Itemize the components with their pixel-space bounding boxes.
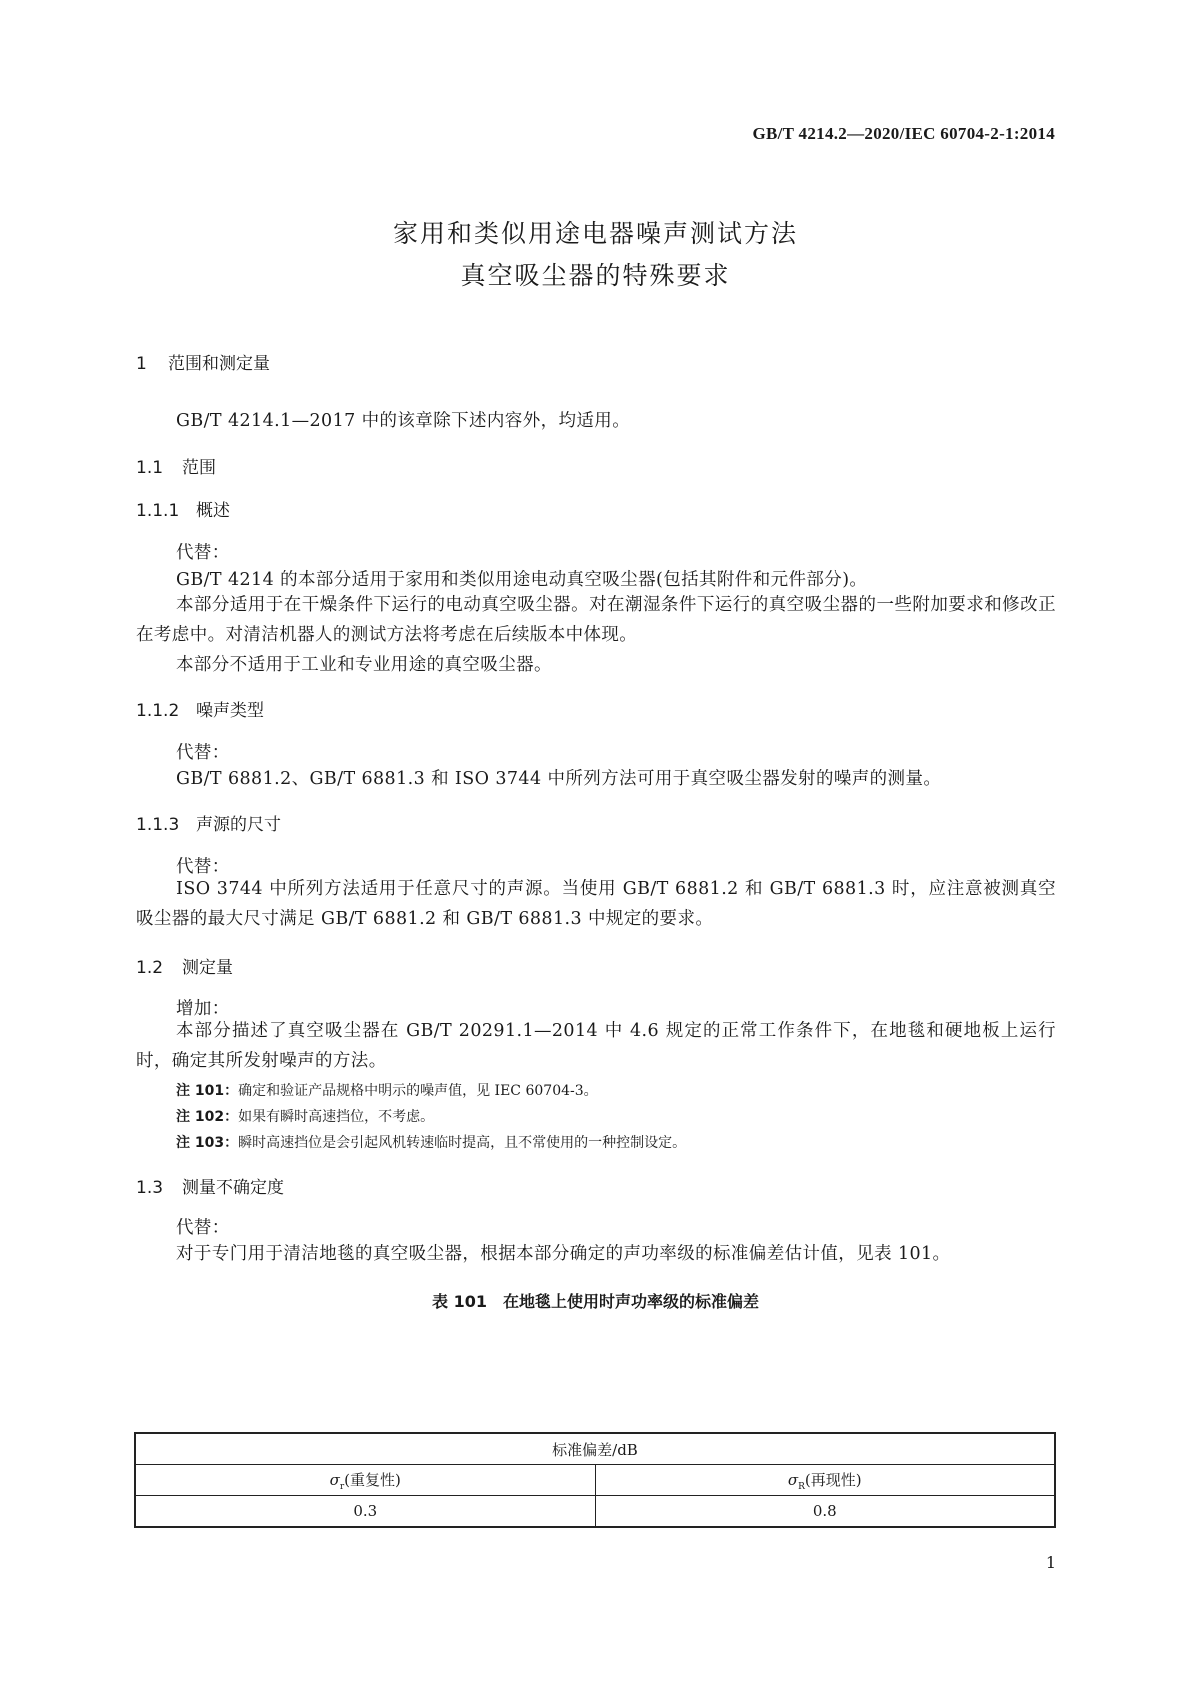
paragraph: GB/T 6881.2、GB/T 6881.3 和 ISO 3744 中所列方法可用于真空吸尘器发射的噪声的测量。 xyxy=(176,769,942,789)
document-title-line1: 家用和类似用途电器噪声测试方法 xyxy=(392,219,798,248)
table-row xyxy=(135,1496,1055,1528)
section-number: 1.3 xyxy=(136,1178,164,1198)
section-number: 1.1 xyxy=(136,458,164,478)
section-number: 1.1.2 xyxy=(136,701,180,721)
section-1-1-2-heading xyxy=(136,696,264,721)
section-title: 范围和测定量 xyxy=(168,354,270,374)
lead-text: 代替： xyxy=(176,543,230,563)
table-column-header: $\sigma_r$(重复性) xyxy=(135,1465,595,1496)
section-1-1-1-heading xyxy=(136,496,230,521)
section-1-1-heading xyxy=(136,453,216,478)
lead-text: 代替： xyxy=(176,743,230,763)
table-cell: 0.8 xyxy=(595,1496,1055,1528)
note-103 xyxy=(176,1132,686,1152)
document-title-line2: 真空吸尘器的特殊要求 xyxy=(460,261,731,290)
paragraph: 对于专门用于清洁地毯的真空吸尘器，根据本部分确定的声功率级的标准偏差估计值，见表 101。 xyxy=(176,1244,951,1264)
paragraph: ISO 3744 中所列方法适用于任意尺寸的声源。当使用 GB/T 6881.2 和 GB/T 6881.3 时，应注意被测真空吸尘器的最大尺寸满足 GB/T 6881.2 和 GB/T 6881.3 中规定的要求。 xyxy=(136,879,1056,929)
table-caption: 表 101 在地毯上使用时声功率级的标准偏差 xyxy=(432,1292,759,1311)
standard-number: GB/T 4214.2—2020/IEC 60704-2-1:2014 xyxy=(752,124,1055,143)
section-1-1-3-heading xyxy=(136,810,281,835)
section-title: 声源的尺寸 xyxy=(196,815,281,835)
table-column-header: $\sigma_R$(再现性) xyxy=(595,1465,1055,1496)
std-deviation-table xyxy=(134,1432,1056,1528)
section-number: 1.1.3 xyxy=(136,815,180,835)
section-title: 范围 xyxy=(182,458,216,478)
note-101 xyxy=(176,1080,598,1100)
note-label: 注 101： xyxy=(176,1083,239,1099)
section-title: 噪声类型 xyxy=(196,701,264,721)
paragraph: 本部分描述了真空吸尘器在 GB/T 20291.1—2014 中 4.6 规定的正常工作条件下，在地毯和硬地板上运行时，确定其所发射噪声的方法。 xyxy=(136,1021,1056,1071)
note-text: 瞬时高速挡位是会引起风机转速临时提高，且不常使用的一种控制设定。 xyxy=(238,1135,687,1151)
table-cell: 0.3 xyxy=(135,1496,595,1528)
page-number: 1 xyxy=(1045,1553,1056,1572)
lead-text: 代替： xyxy=(176,1218,230,1238)
lead-text: 代替： xyxy=(176,857,230,877)
table-row xyxy=(135,1433,1055,1465)
note-text: 确定和验证产品规格中明示的噪声值，见 IEC 60704-3。 xyxy=(238,1083,598,1099)
note-102 xyxy=(176,1106,434,1126)
section-number: 1.2 xyxy=(136,958,164,978)
note-label: 注 103： xyxy=(176,1135,239,1151)
note-label: 注 102： xyxy=(176,1109,239,1125)
paragraph: 本部分适用于在干燥条件下运行的电动真空吸尘器。对在潮湿条件下运行的真空吸尘器的一些附加要求和修改正在考虑中。对清洁机器人的测试方法将考虑在后续版本中体现。 xyxy=(136,595,1056,645)
section-title: 测定量 xyxy=(182,958,233,978)
note-text: 如果有瞬时高速挡位，不考虑。 xyxy=(238,1109,435,1125)
section-title: 概述 xyxy=(196,501,230,521)
section-1-heading xyxy=(136,349,270,374)
section-title: 测量不确定度 xyxy=(182,1178,284,1198)
section-number: 1.1.1 xyxy=(136,501,180,521)
paragraph: GB/T 4214 的本部分适用于家用和类似用途电动真空吸尘器(包括其附件和元件部分)。 xyxy=(176,570,868,590)
section-1-3-heading xyxy=(136,1173,284,1198)
paragraph: 本部分不适用于工业和专业用途的真空吸尘器。 xyxy=(176,655,552,675)
table-header-cell: 标准偏差/dB xyxy=(135,1433,1055,1465)
section-number: 1 xyxy=(136,354,147,374)
paragraph: GB/T 4214.1—2017 中的该章除下述内容外，均适用。 xyxy=(176,411,631,431)
table-row xyxy=(135,1465,1055,1496)
lead-text: 增加： xyxy=(176,999,230,1019)
section-1-2-heading xyxy=(136,953,233,978)
